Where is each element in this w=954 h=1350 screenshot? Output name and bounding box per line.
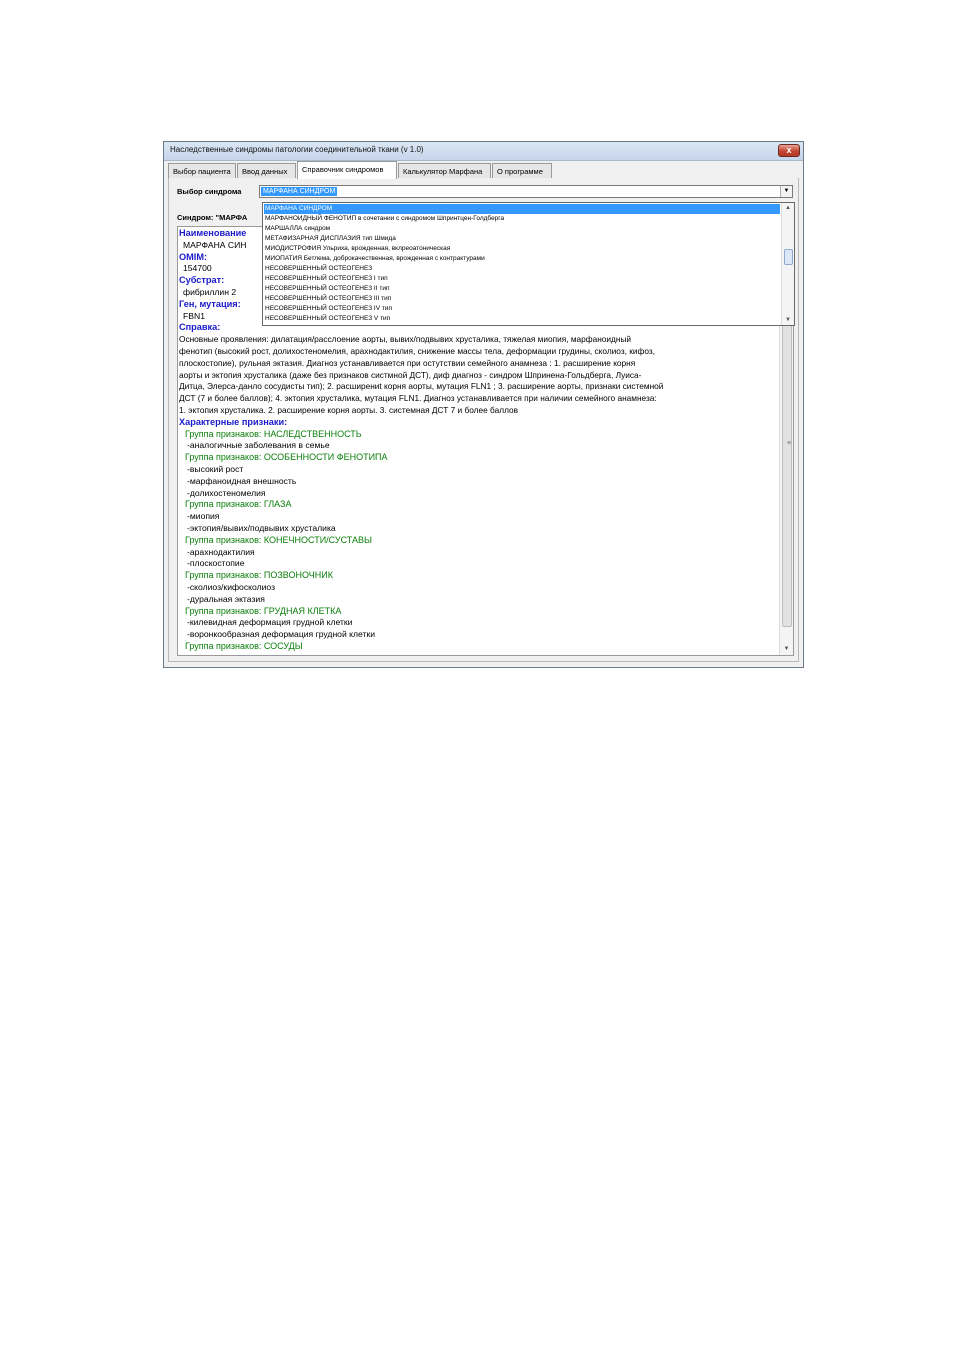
dropdown-option[interactable]: МЕТАФИЗАРНАЯ ДИСПЛАЗИЯ тип Шмида: [265, 235, 396, 242]
window-title: Наследственные синдромы патологии соединительной ткани (v 1.0): [170, 145, 424, 154]
reference-line: фенотип (высокий рост, долихостеномелия, арахнодактилия, снижение массы тела, деформации грудины, сколиоз, кифоз,: [179, 345, 655, 356]
trait-item: -долихостеномелия: [187, 487, 266, 498]
dropdown-option[interactable]: НЕСОВЕРШЕННЫЙ ОСТЕОГЕНЕЗ V тип: [265, 315, 391, 322]
dropdown-option[interactable]: МИОПАТИЯ Бетлема, доброкачественная, врожденная с контрактурами: [265, 255, 485, 262]
reference-line: Основные проявления: дилатация/расслоение аорты, вывих/подвывих хрусталика, тяжелая миопия, марфаноидный: [179, 334, 632, 345]
dropdown-option[interactable]: МАРФАНОИДНЫЙ ФЕНОТИП в сочетании с синдромом Шпринтцен-Голдберга: [265, 215, 505, 222]
dropdown-option[interactable]: НЕСОВЕРШЕННЫЙ ОСТЕОГЕНЕЗ IV тип: [265, 305, 393, 312]
traits-heading: Характерные признаки:: [179, 416, 288, 427]
trait-group-title: Группа признаков: ГЛАЗА: [185, 499, 292, 510]
omim-heading: OMIM:: [179, 251, 208, 262]
name-heading: Наименование: [179, 228, 247, 238]
trait-item: -высокий рост: [187, 463, 244, 474]
reference-line: аорты и эктопия хрусталика (даже без признаков систмной ДСТ), диф диагноз - синдром Шпринена-Гольдберга, Луиса-: [179, 369, 642, 380]
dropdown-option[interactable]: МИОДИСТРОФИЯ Ульриха, врожденная, вклреоатоническая: [265, 245, 451, 252]
tab-data-entry[interactable]: Ввод данных: [237, 163, 296, 178]
dropdown-scroll-thumb[interactable]: [784, 249, 793, 265]
trait-group-title: Группа признаков: ГРУДНАЯ КЛЕТКА: [185, 605, 342, 616]
scroll-up-icon[interactable]: ▲: [785, 205, 791, 211]
syndrome-title: Синдром: "МАРФА: [177, 213, 248, 222]
dropdown-option[interactable]: МАРФАНА СИНДРОМ: [264, 204, 780, 214]
dropdown-option[interactable]: НЕСОВЕРШЕННЫЙ ОСТЕОГЕНЕЗ I тип: [265, 275, 388, 282]
trait-item: -арахнодактилия: [187, 546, 255, 557]
close-button[interactable]: [778, 144, 800, 157]
dropdown-option[interactable]: НЕСОВЕРШЕННЫЙ ОСТЕОГЕНЕЗ III тип: [265, 295, 392, 302]
dropdown-option[interactable]: МАРШАЛЛА синдром: [265, 225, 331, 232]
reference-line: Дитца, Элерса-данло сосудисты тип); 2. расширениt корня аорты, мутация FLN1 ; 3. расширение аорты, признаки системной: [179, 381, 664, 392]
title-bar[interactable]: [164, 142, 803, 161]
tab-about[interactable]: О программе: [492, 163, 552, 178]
trait-group-title: Группа признаков: НАСЛЕДСТВЕННОСТЬ: [185, 428, 362, 439]
scroll-down-icon[interactable]: ▼: [785, 317, 791, 323]
reference-line: 1. эктопия хрусталика. 2. расширение корня аорты. 3. системная ДСТ 7 и более баллов: [179, 404, 519, 415]
trait-item: -марфаноидная внешность: [187, 475, 297, 486]
syndrome-select[interactable]: [259, 185, 793, 198]
trait-item: -плоскостопие: [187, 558, 245, 569]
close-icon: x: [786, 145, 792, 155]
substrate-value: фибриллин 2: [183, 286, 237, 297]
syndrome-dropdown-list[interactable]: [262, 202, 795, 326]
name-value: МАРФАНА СИН: [183, 239, 247, 250]
trait-item: -воронкообразная деформация грудной клетки: [187, 629, 376, 640]
trait-item: -аналогичные заболевания в семье: [187, 440, 330, 451]
omim-value: 154700: [183, 263, 212, 274]
app-window: [163, 141, 804, 668]
tab-marfan-calculator[interactable]: Калькулятор Марфана: [398, 163, 491, 178]
tab-patient-select[interactable]: Выбор пациента: [168, 163, 236, 178]
gene-value: FBN1: [183, 310, 205, 321]
dropdown-scrollbar[interactable]: [781, 203, 794, 325]
syndrome-select-label: Выбор синдрома: [177, 187, 242, 196]
grip-icon: ≡: [787, 440, 792, 447]
reference-line: ДСТ (7 и более баллов); 4. эктопия хрусталика, мутация FLN1. Диагноз устанавливается при наличии семейного анамнеза:: [179, 393, 657, 404]
reference-heading: Справка:: [179, 322, 221, 333]
syndrome-select-value: МАРФАНА СИНДРОМ: [263, 188, 336, 195]
chevron-down-icon[interactable]: ▼: [780, 186, 792, 197]
scroll-down-icon[interactable]: ▼: [783, 646, 790, 652]
trait-group-title: Группа признаков: ОСОБЕННОСТИ ФЕНОТИПА: [185, 452, 388, 463]
trait-group-title: Группа признаков: КОНЕЧНОСТИ/СУСТАВЫ: [185, 534, 372, 545]
trait-item: -миопия: [187, 511, 220, 522]
substrate-heading: Субстрат:: [179, 275, 225, 286]
gene-heading: Ген, мутация:: [179, 298, 241, 309]
trait-group-title: Группа признаков: ПОЗВОНОЧНИК: [185, 570, 333, 581]
trait-item: -эктопия/вывих/подвывих хрусталика: [187, 522, 336, 533]
trait-item: -килевидная деформация грудной клетки: [187, 617, 353, 628]
trait-group-title: Группа признаков: СОСУДЫ: [185, 640, 303, 651]
tab-syndrome-reference[interactable]: Справочник синдромов: [297, 161, 397, 179]
trait-item: -сколиоз/кифосколиоз: [187, 581, 276, 592]
dropdown-option[interactable]: НЕСОВЕРШЕННЫЙ ОСТЕОГЕНЕЗ II тип: [265, 285, 390, 292]
reference-line: плоскостопие), рульная эктазия. Диагноз устанавливается при остутствии семейного анамнеза : 1. расширение корня: [179, 357, 636, 368]
dropdown-option[interactable]: НЕСОВЕРШЕННЫЙ ОСТЕОГЕНЕЗ: [265, 265, 373, 272]
trait-item: -дуральная эктазия: [187, 593, 265, 604]
